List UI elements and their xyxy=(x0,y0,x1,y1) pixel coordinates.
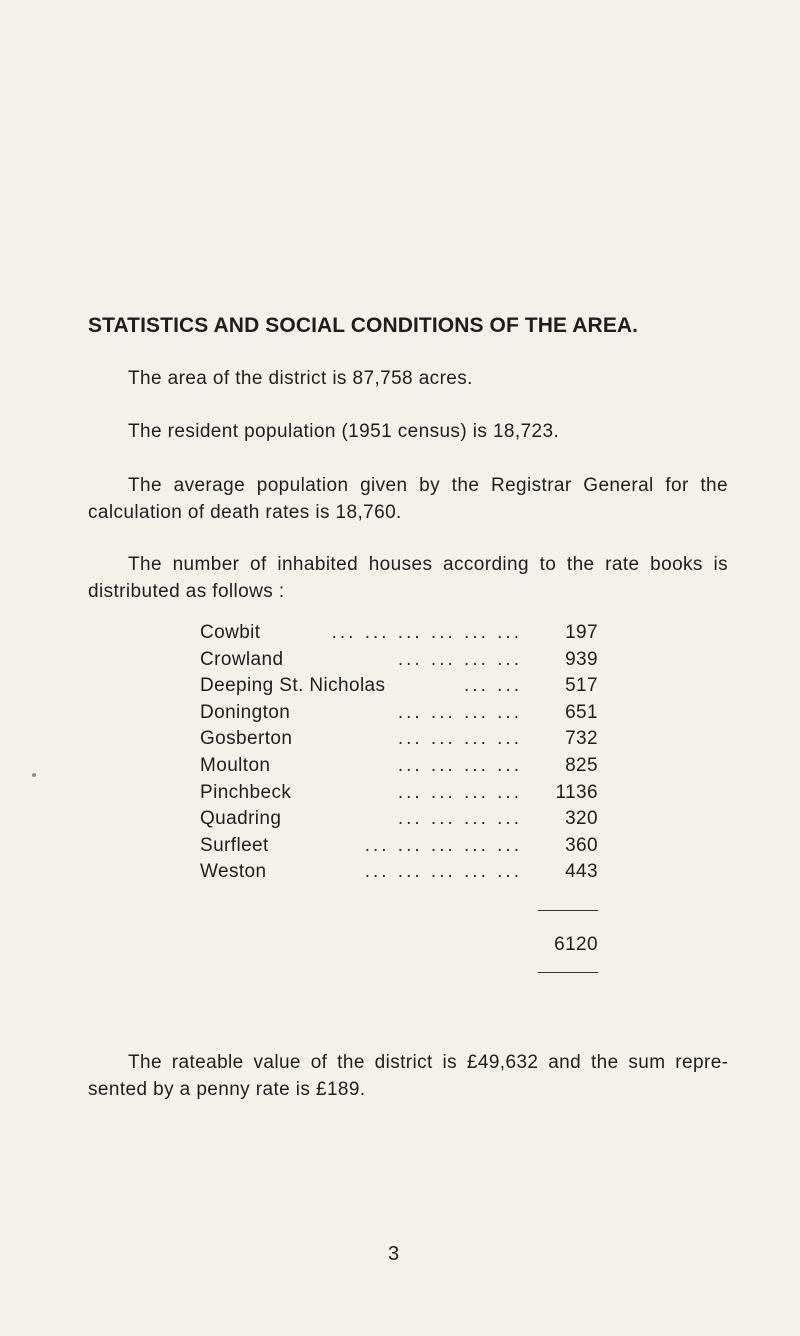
house-count: 197 xyxy=(565,622,598,643)
house-count: 939 xyxy=(565,648,598,670)
parish-name: Quadring xyxy=(200,808,282,830)
house-count: 517 xyxy=(565,675,598,697)
table-row xyxy=(200,700,598,727)
house-count: 320 xyxy=(565,808,598,830)
inhabited-houses-table xyxy=(200,620,598,955)
table-row xyxy=(200,647,598,674)
house-count: 732 xyxy=(565,728,598,750)
leader-dots: ... ... ... ... ... xyxy=(364,861,522,883)
leader-dots: ... ... ... ... xyxy=(397,648,522,670)
leader-dots: ... ... ... ... xyxy=(397,701,522,723)
leader-dots: ... ... ... ... ... ... xyxy=(331,622,522,643)
table-row xyxy=(200,620,598,647)
population-paragraph: The resident population (1951 census) is 18,723. xyxy=(128,421,560,442)
table-row xyxy=(200,806,598,833)
parish-name: Gosberton xyxy=(200,728,293,750)
houses-total: 6120 xyxy=(554,934,598,955)
house-count: 443 xyxy=(565,861,598,883)
parish-name: Weston xyxy=(200,861,267,883)
parish-name: Cowbit xyxy=(200,622,261,643)
total-rule-top xyxy=(538,910,598,911)
margin-mark xyxy=(32,773,36,777)
house-count: 825 xyxy=(565,754,598,776)
table-row xyxy=(200,673,598,700)
leader-dots: ... ... ... ... xyxy=(397,781,522,803)
table-row xyxy=(200,753,598,780)
page-title: STATISTICS AND SOCIAL CONDITIONS OF THE AREA. xyxy=(88,314,639,337)
leader-dots: ... ... ... ... ... xyxy=(364,834,522,856)
table-row xyxy=(200,780,598,807)
parish-name: Moulton xyxy=(200,754,271,776)
parish-name: Donington xyxy=(200,701,291,723)
table-row xyxy=(200,859,598,886)
house-count: 1136 xyxy=(555,781,598,803)
table-row xyxy=(200,726,598,753)
average-population-paragraph: The average population given by the Registrar General for the calculation of death rates is 18,760. xyxy=(88,475,728,523)
leader-dots: ... ... ... ... xyxy=(397,754,522,776)
area-paragraph: The area of the district is 87,758 acres. xyxy=(128,368,473,389)
houses-intro-paragraph: The number of inhabited houses according to the rate books is distributed as follows : xyxy=(88,554,728,602)
parish-name: Crowland xyxy=(200,648,284,670)
parish-name: Deeping St. Nicholas xyxy=(200,675,386,697)
house-count: 360 xyxy=(565,834,598,856)
leader-dots: ... ... ... ... xyxy=(397,728,522,750)
house-count: 651 xyxy=(565,701,598,723)
leader-dots: ... ... xyxy=(464,675,522,697)
leader-dots: ... ... ... ... xyxy=(397,808,522,830)
rateable-value-paragraph: The rateable value of the district is £49,632 and the sum represented by a penny rate is £189. xyxy=(88,1052,728,1100)
total-rule-bottom xyxy=(538,972,598,973)
parish-name: Pinchbeck xyxy=(200,781,292,803)
table-row xyxy=(200,833,598,860)
parish-name: Surfleet xyxy=(200,834,269,856)
page-number: 3 xyxy=(388,1243,400,1265)
